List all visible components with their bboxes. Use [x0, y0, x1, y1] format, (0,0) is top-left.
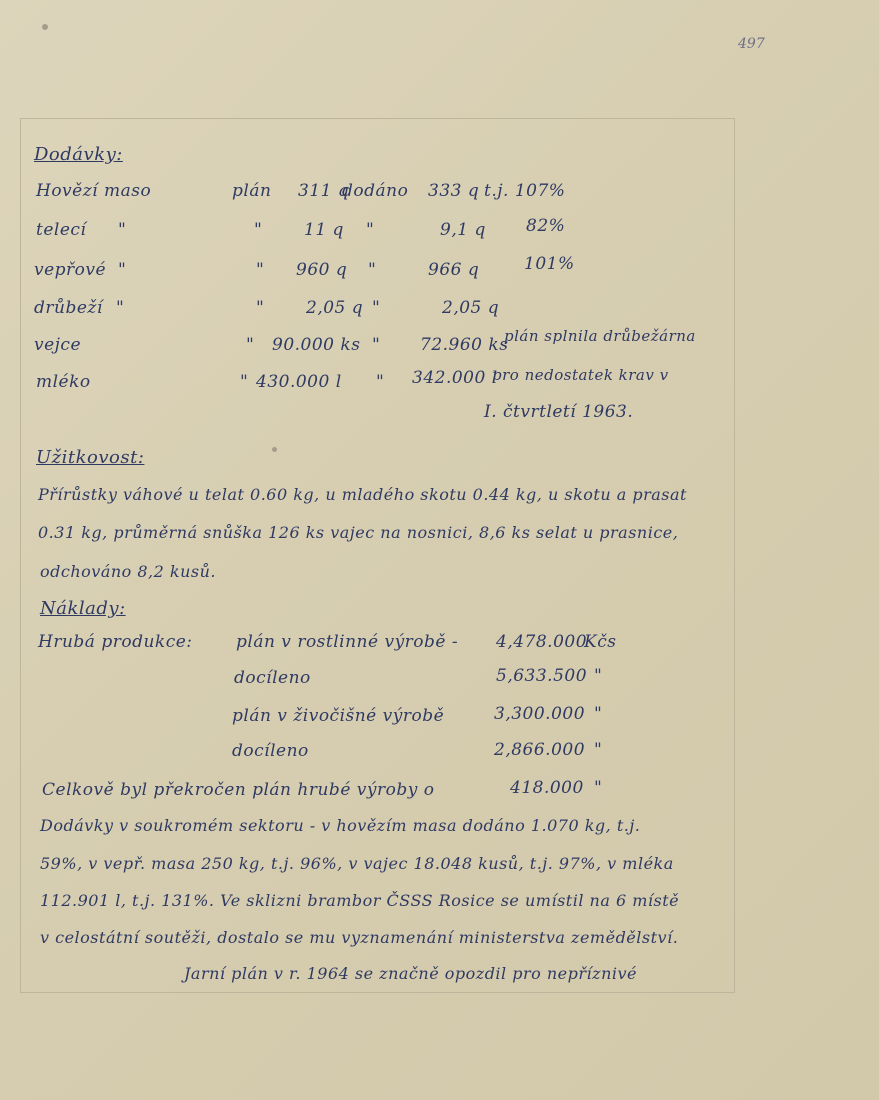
row-dodano: 342.000 l — [412, 368, 498, 388]
row-dodano-label: " — [372, 298, 381, 318]
row-dodano-label: " — [372, 335, 381, 355]
row-dodano-label: " — [368, 260, 377, 280]
row-plan: 960 q — [296, 260, 348, 280]
naklady-row-unit: " — [594, 740, 603, 760]
page-number: 497 — [738, 36, 765, 52]
hruba-produkce-label: Hrubá produkce: — [38, 632, 193, 652]
dodavky-heading: Dodávky: — [34, 144, 123, 165]
naklady-row-text: docíleno — [232, 741, 309, 761]
row-plan: 430.000 l — [256, 372, 342, 392]
row-dodano: 333 q — [428, 181, 480, 201]
uzitkovost-line: odchováno 8,2 kusů. — [40, 562, 217, 581]
naklady-row-unit: Kčs — [584, 632, 617, 652]
paragraph-line: 112.901 l, t.j. 131%. Ve sklizni brambor ČSSS Rosice se umístil na 6 místě — [40, 891, 680, 910]
row-percent: 82% — [526, 216, 566, 236]
naklady-total-text: Celkově byl překročen plán hrubé výroby o — [42, 780, 435, 800]
naklady-row-value: 3,300.000 — [494, 704, 586, 724]
row-ditto: " — [118, 260, 127, 280]
page-hole-mark — [42, 24, 48, 30]
naklady-row-unit: " — [594, 704, 603, 724]
naklady-row-value: 4,478.000 — [496, 632, 588, 652]
paragraph-line: Dodávky v soukromém sektoru - v hovězím masa dodáno 1.070 kg, t.j. — [40, 816, 641, 835]
row-dodano: 2,05 q — [442, 298, 500, 318]
row-plan: 11 q — [304, 220, 344, 240]
paragraph-line: v celostátní soutěži, dostalo se mu vyznamenání ministerstva zemědělství. — [40, 928, 679, 947]
naklady-row-text: plán v živočišné výrobě — [232, 706, 445, 726]
row-plan: 2,05 q — [306, 298, 364, 318]
row-plan: 90.000 ks — [272, 335, 361, 355]
row-plan-label: plán — [232, 181, 272, 201]
row-note: plán splnila drůbežárna — [504, 327, 696, 345]
row-ditto: " — [118, 220, 127, 240]
row-dodano-label: " — [366, 220, 375, 240]
row-plan-label: " — [256, 298, 265, 318]
row-percent: t.j. 107% — [484, 181, 566, 201]
dodavky-note-continuation: I. čtvrtletí 1963. — [484, 402, 634, 422]
row-dodano: 72.960 ks — [420, 335, 509, 355]
paragraph-line: 59%, v vepř. masa 250 kg, t.j. 96%, v vajec 18.048 kusů, t.j. 97%, v mléka — [40, 854, 674, 873]
row-dodano-label: dodáno — [342, 181, 409, 201]
naklady-row-value: 5,633.500 — [496, 666, 588, 686]
naklady-heading: Náklady: — [40, 598, 126, 619]
row-dodano: 966 q — [428, 260, 480, 280]
row-plan-label: " — [240, 372, 249, 392]
uzitkovost-heading: Užitkovost: — [36, 447, 145, 468]
row-plan-label: " — [256, 260, 265, 280]
row-item: telecí — [36, 220, 87, 240]
row-percent: 101% — [524, 254, 575, 274]
row-item: mléko — [36, 372, 91, 392]
row-dodano: 9,1 q — [440, 220, 486, 240]
row-dodano-label: " — [376, 372, 385, 392]
row-ditto: " — [116, 298, 125, 318]
row-item: drůbeží — [34, 298, 103, 318]
row-item: Hovězí maso — [36, 181, 152, 201]
naklady-row-value: 2,866.000 — [494, 740, 586, 760]
uzitkovost-line: Přírůstky váhové u telat 0.60 kg, u mladého skotu 0.44 kg, u skotu a prasat — [38, 485, 687, 504]
row-plan-label: " — [246, 335, 255, 355]
row-plan-label: " — [254, 220, 263, 240]
naklady-row-text: docíleno — [234, 668, 311, 688]
naklady-total-value: 418.000 — [510, 778, 584, 798]
paragraph-line: Jarní plán v r. 1964 se značně opozdil pro nepříznivé — [184, 964, 637, 983]
uzitkovost-line: 0.31 kg, průměrná snůška 126 ks vajec na nosnici, 8,6 ks selat u prasnice, — [38, 523, 679, 542]
row-note: pro nedostatek krav v — [492, 366, 669, 384]
row-item: vepřové — [34, 260, 107, 280]
naklady-row-unit: " — [594, 666, 603, 686]
row-item: vejce — [34, 335, 82, 355]
naklady-total-unit: " — [594, 778, 603, 798]
naklady-row-text: plán v rostlinné výrobě - — [236, 632, 459, 652]
row-plan: 311 q — [298, 181, 350, 201]
